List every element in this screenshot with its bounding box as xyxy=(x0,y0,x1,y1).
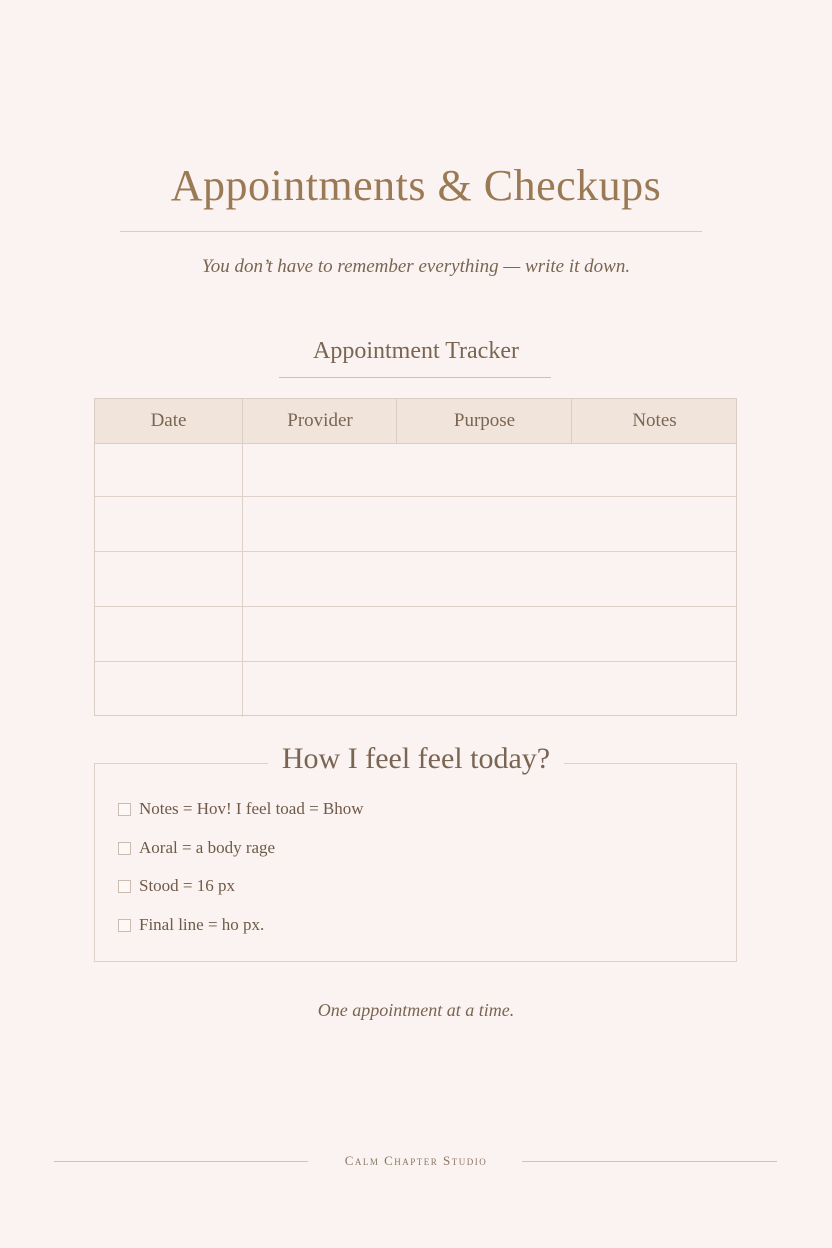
details-cell[interactable] xyxy=(243,607,736,662)
table-row xyxy=(95,661,736,717)
checklist-label: Final line = ho px. xyxy=(139,915,265,934)
title-divider xyxy=(120,231,702,232)
feel-checklist-item xyxy=(118,797,364,821)
checkbox[interactable] xyxy=(118,803,131,816)
footer-divider-right xyxy=(522,1161,777,1162)
date-cell[interactable] xyxy=(95,552,243,607)
appointment-tracker-table xyxy=(94,398,737,716)
date-cell[interactable] xyxy=(95,443,243,498)
column-header-purpose: Purpose xyxy=(396,399,572,443)
table-row xyxy=(95,496,736,552)
column-header-provider: Provider xyxy=(242,399,397,443)
feel-checklist-item xyxy=(118,836,275,860)
checkbox[interactable] xyxy=(118,919,131,932)
column-header-date: Date xyxy=(150,410,187,431)
table-header-row xyxy=(95,399,736,444)
checklist-label: Notes = Hov! I feel toad = Bhow xyxy=(139,799,364,818)
table-row xyxy=(95,443,736,498)
tagline: You don’t have to remember everything — write it down. xyxy=(201,256,631,277)
details-cell[interactable] xyxy=(243,497,736,552)
date-cell[interactable] xyxy=(95,662,243,717)
feel-title-wrap xyxy=(0,742,832,776)
closing-line: One appointment at a time. xyxy=(317,1000,515,1020)
checklist-label: Stood = 16 px xyxy=(139,876,236,895)
date-cell[interactable] xyxy=(95,607,243,662)
details-cell[interactable] xyxy=(243,552,736,607)
table-row xyxy=(95,551,736,607)
checkbox[interactable] xyxy=(118,842,131,855)
page-title: Appointments & Checkups xyxy=(170,161,662,210)
checkbox[interactable] xyxy=(118,880,131,893)
date-cell[interactable] xyxy=(95,497,243,552)
details-cell[interactable] xyxy=(243,443,736,498)
checklist-label: Aoral = a body rage xyxy=(139,838,276,857)
feel-checklist-item xyxy=(118,913,264,937)
feel-title: How I feel feel today? xyxy=(268,742,564,776)
details-cell[interactable] xyxy=(243,662,736,717)
tracker-title: Appointment Tracker xyxy=(313,338,519,364)
feel-checklist-item xyxy=(118,874,235,898)
footer-brand: Calm Chapter Studio xyxy=(344,1153,488,1168)
tracker-title-divider xyxy=(279,377,551,378)
table-row xyxy=(95,606,736,662)
column-header-notes: Notes xyxy=(571,399,737,443)
